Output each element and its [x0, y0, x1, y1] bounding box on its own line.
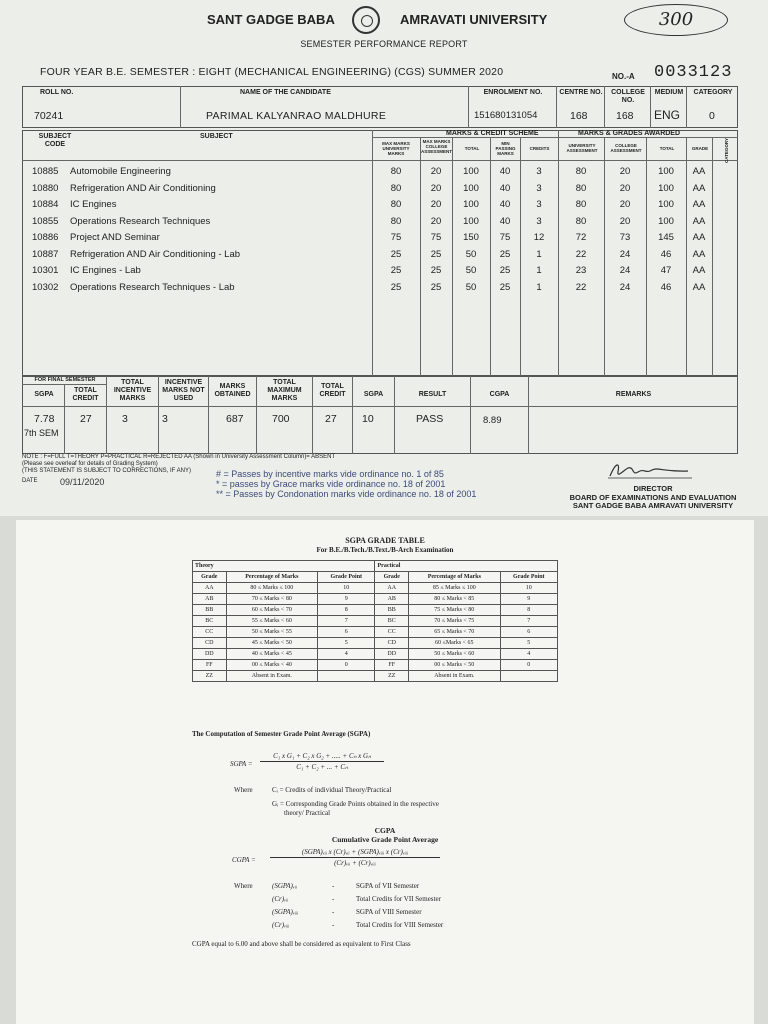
- grade-cell-tp: 45 ≤ Marks < 50: [226, 638, 318, 649]
- grade-row: [193, 605, 558, 616]
- result-value: PASS: [416, 413, 444, 425]
- subject-code: 10880: [32, 182, 59, 194]
- gi-definition-line1: Gᵢ = Corresponding Grade Points obtained in the respective: [272, 800, 439, 808]
- grade-cell-pg: BB: [375, 605, 409, 616]
- grade-cell-pp: 65 ≤ Marks < 70: [409, 627, 501, 638]
- awarded-header: MARKS & GRADES AWARDED: [578, 130, 681, 137]
- sgpa-denominator: C₁ + C₂ + ... + Cₙ: [296, 763, 348, 771]
- grade-table-page: [16, 520, 754, 1024]
- cgpa-numerator: (SGPA)ᵥᵢᵢ x (Cr)ᵥᵢᵢ + (SGPA)ᵥᵢᵢᵢ x (Cr)ᵥᵢᵢᵢ: [301, 848, 409, 856]
- subject-max-u: 25: [390, 265, 402, 276]
- subject-name: Operations Research Techniques: [70, 215, 211, 227]
- category-value: 0: [709, 110, 715, 122]
- grade-cell-tgp: 9: [318, 594, 375, 605]
- grade-cell-tg: AA: [193, 583, 227, 594]
- university-name-left: SANT GADGE BABA: [207, 12, 335, 27]
- subject-tot: 46: [660, 248, 672, 260]
- cgpa-def-dash: -: [332, 882, 335, 890]
- sgpa-label: SGPA: [363, 391, 384, 398]
- subject-total: 150: [463, 232, 479, 243]
- subject-ca: 24: [619, 265, 631, 276]
- total-maximum-value: 700: [272, 413, 290, 425]
- subject-max-u: 80: [390, 199, 402, 210]
- legend-note: NOTE : F=FULL T=THEORY P=PRACTICAL R=REJECTED AA (Shown in University Assessment Column)= ABSENT: [22, 454, 336, 460]
- subject-cr: 3: [536, 166, 542, 177]
- sgpa-value: 10: [362, 413, 374, 425]
- grade-cell-pp: 50 ≤ Marks < 60: [409, 649, 501, 660]
- subject-name: Project AND Seminar: [70, 232, 160, 243]
- subject-grade: AA: [692, 265, 706, 276]
- date-label: DATE: [22, 478, 38, 484]
- side-header: CATEGORY: [724, 137, 730, 164]
- cgpa-def-dash: -: [332, 908, 335, 916]
- subject-ua: 22: [575, 248, 587, 260]
- grade-cell-tgp: 7: [318, 616, 375, 627]
- grade-row: [193, 649, 558, 660]
- grade-cell-pg: BC: [375, 616, 409, 627]
- grade-cell-pg: AA: [375, 583, 409, 594]
- cgpa-def-dash: -: [332, 921, 335, 929]
- college-value: 168: [616, 110, 634, 122]
- subject-total: 100: [463, 182, 479, 194]
- director-signature-icon: [604, 458, 694, 482]
- overleaf-note: (Please see overleaf for details of Grading System): [22, 461, 158, 467]
- subject-min: 40: [499, 166, 511, 177]
- subject-ca: 20: [619, 182, 631, 194]
- subject-header: SUBJECT: [200, 133, 233, 140]
- name-label: NAME OF THE CANDIDATE: [240, 89, 331, 96]
- medium-value: ENG: [654, 108, 681, 122]
- grade-cell-tg: BB: [193, 605, 227, 616]
- subject-max-u: 75: [390, 232, 402, 243]
- subject-grade: AA: [692, 166, 706, 177]
- credits-header: CREDITS: [529, 146, 550, 151]
- grade-cell-tgp: 6: [318, 627, 375, 638]
- final-sgpa-label: SGPA: [34, 391, 54, 398]
- grade-cell-tg: AB: [193, 594, 227, 605]
- annotation-block: [216, 469, 476, 499]
- subject-max-u: 25: [390, 281, 402, 293]
- incentive-annotation: # = Passes by incentive marks vide ordinance no. 1 of 85: [216, 469, 444, 479]
- remarks-label: REMARKS: [615, 391, 652, 398]
- subject-code: 10885: [32, 166, 59, 177]
- grade-cell-tp: 70 ≤ Marks < 80: [226, 594, 318, 605]
- subject-name: IC Engines: [70, 199, 117, 210]
- subject-total: 100: [463, 199, 479, 210]
- cgpa-def-symbol: (Cr)ᵥᵢᵢᵢ: [272, 921, 290, 929]
- subject-cr: 1: [536, 281, 542, 293]
- grade-cell-tg: CC: [193, 627, 227, 638]
- grade-cell-pgp: [500, 671, 557, 682]
- subject-max-c: 75: [430, 232, 442, 243]
- subject-name: Refrigeration AND Air Conditioning - Lab: [70, 248, 241, 260]
- grade-row: [193, 583, 558, 594]
- subject-name: Automobile Engineering: [70, 166, 171, 177]
- subject-min: 40: [499, 199, 511, 210]
- grade-row: [193, 660, 558, 671]
- cgpa-formula: [270, 848, 440, 867]
- subject-min: 25: [499, 248, 511, 260]
- grade-cell-pp: Absent in Exam.: [409, 671, 501, 682]
- subject-total: 50: [465, 248, 477, 260]
- director-block: [558, 485, 748, 511]
- subject-tot: 46: [660, 281, 672, 293]
- board-name: BOARD OF EXAMINATIONS AND EVALUATION: [569, 492, 737, 502]
- grade-cell-pg: CC: [375, 627, 409, 638]
- subject-max-c: 20: [430, 199, 442, 210]
- subject-cr: 12: [533, 232, 545, 243]
- grade-cell-pp: 75 ≤ Marks < 80: [409, 605, 501, 616]
- grade-row: [193, 671, 558, 682]
- where-label-1: Where: [234, 786, 253, 794]
- subject-max-c: 20: [430, 166, 442, 177]
- cgpa-label: CGPA: [489, 391, 510, 398]
- grade-cell-pg: FF: [375, 660, 409, 671]
- subject-ua: 80: [575, 215, 587, 227]
- result-label: RESULT: [418, 391, 447, 398]
- subject-code: 10886: [32, 232, 59, 243]
- subject-code-header: SUBJECT CODE: [38, 133, 72, 148]
- subject-tot: 145: [658, 232, 674, 243]
- grade-cell-pp: 00 ≤ Marks < 50: [409, 660, 501, 671]
- subject-ua: 72: [575, 232, 587, 243]
- grade-cell-tgp: 5: [318, 638, 375, 649]
- subject-ua: 22: [575, 281, 587, 293]
- roll-no-value: 70241: [34, 110, 64, 122]
- subject-cr: 3: [536, 199, 542, 210]
- report-title: SEMESTER PERFORMANCE REPORT: [300, 39, 468, 49]
- condonation-annotation: ** = Passes by Condonation marks vide ordinance no. 18 of 2001: [216, 489, 477, 499]
- subject-ca: 20: [619, 166, 631, 177]
- scheme-header: MARKS & CREDIT SCHEME: [446, 130, 539, 137]
- date-value: 09/11/2020: [60, 477, 105, 487]
- subject-code: 10884: [32, 199, 59, 210]
- final-credit-value: 27: [80, 413, 92, 425]
- university-name-right: AMRAVATI UNIVERSITY: [400, 12, 548, 27]
- subject-tot: 100: [658, 215, 674, 227]
- cgpa-def-symbol: (SGPA)ᵥᵢᵢ: [272, 882, 298, 890]
- cgpa-value: 8.89: [483, 415, 502, 426]
- subject-name: Operations Research Techniques - Lab: [70, 281, 235, 293]
- grade-cell-tg: DD: [193, 649, 227, 660]
- subject-min: 25: [499, 265, 511, 276]
- subject-max-c: 20: [430, 215, 442, 227]
- enrolment-value: 151680131054: [474, 110, 538, 121]
- grade-cell-pgp: 6: [500, 627, 557, 638]
- subject-name: Refrigeration AND Air Conditioning: [70, 182, 216, 194]
- practical-pct-header: Percentage of Marks: [409, 572, 501, 583]
- subject-cr: 1: [536, 248, 542, 260]
- grade-cell-pgp: 8: [500, 605, 557, 616]
- subject-max-u: 80: [390, 182, 402, 194]
- college-label: COLLEGE NO.: [611, 89, 645, 104]
- grade-cell-pgp: 10: [500, 583, 557, 594]
- grade-cell-tgp: [318, 671, 375, 682]
- theory-header: Theory: [193, 561, 375, 572]
- cgpa-formula-lhs: CGPA =: [232, 856, 256, 864]
- sgpa-formula-lhs: SGPA =: [230, 760, 253, 768]
- subject-name: IC Engines - Lab: [70, 265, 141, 276]
- subject-ua: 80: [575, 199, 587, 210]
- subject-code: 10855: [32, 215, 59, 227]
- final-semester-label: FOR FINAL SEMESTER: [34, 377, 96, 383]
- subject-max-c: 25: [430, 265, 442, 276]
- grade-cell-pg: DD: [375, 649, 409, 660]
- where-label-2: Where: [234, 882, 253, 890]
- theory-gp-header: Grade Point: [318, 572, 375, 583]
- grade-cell-tp: 40 ≤ Marks < 45: [226, 649, 318, 660]
- grade-cell-tgp: 10: [318, 583, 375, 594]
- subject-tot: 100: [658, 182, 674, 194]
- grade-cell-tgp: 4: [318, 649, 375, 660]
- subject-max-u: 80: [390, 215, 402, 227]
- grade-row: [193, 627, 558, 638]
- max-univ-header: MAX MARKS UNIVERSITY MARKS: [382, 141, 410, 156]
- grade-cell-pp: 80 ≤ Marks < 85: [409, 594, 501, 605]
- director-title: DIRECTOR: [633, 484, 673, 493]
- total-awarded-header: TOTAL: [659, 146, 675, 151]
- grade-row: [193, 638, 558, 649]
- semester-label: 7th SEM: [24, 428, 59, 438]
- subject-min: 40: [499, 215, 511, 227]
- grade-cell-tg: FF: [193, 660, 227, 671]
- grade-cell-pp: 85 ≤ Marks ≤ 100: [409, 583, 501, 594]
- college-assessment-header: COLLEGE ASSESSMENT: [610, 143, 642, 153]
- marks-obtained-value: 687: [226, 413, 244, 425]
- serial-label: NO.-A: [612, 72, 635, 81]
- subject-cr: 3: [536, 215, 542, 227]
- grade-cell-pp: 60 ≤Marks < 65: [409, 638, 501, 649]
- final-sgpa-value: 7.78: [34, 413, 55, 425]
- ci-definition: Cᵢ = Credits of individual Theory/Practical: [272, 786, 392, 794]
- subject-grade: AA: [692, 232, 706, 243]
- medium-label: MEDIUM: [654, 89, 684, 96]
- cgpa-def-dash: -: [332, 895, 335, 903]
- cgpa-def-description: SGPA of VII Semester: [356, 882, 420, 890]
- subject-total: 100: [463, 215, 479, 227]
- cgpa-subtitle: Cumulative Grade Point Average: [331, 835, 439, 844]
- subject-max-c: 25: [430, 281, 442, 293]
- university-footer: SANT GADGE BABA AMRAVATI UNIVERSITY: [572, 501, 734, 510]
- subject-min: 25: [499, 281, 511, 293]
- grade-header: GRADE: [691, 146, 709, 151]
- grade-cell-tp: 80 ≤ Marks ≤ 100: [226, 583, 318, 594]
- practical-gp-header: Grade Point: [500, 572, 557, 583]
- total-incentive-label: TOTAL INCENTIVE MARKS: [113, 379, 152, 402]
- sgpa-computation-title: The Computation of Semester Grade Point Average (SGPA): [192, 730, 371, 738]
- total-maximum-label: TOTAL MAXIMUM MARKS: [267, 379, 302, 402]
- subject-ca: 20: [619, 199, 631, 210]
- grade-table-subtitle: For B.E./B.Tech./B.Text./B-Arch Examination: [316, 546, 454, 554]
- total-credit-value: 27: [325, 413, 337, 425]
- subject-max-u: 25: [390, 248, 402, 260]
- grade-table: [192, 560, 558, 682]
- cgpa-footer: CGPA equal to 6.00 and above shall be considered as equivalent to First Class: [192, 940, 411, 948]
- serial-number: 0033123: [654, 63, 733, 82]
- univ-assessment-header: UNIVERSITY ASSESSMENT: [566, 143, 598, 153]
- subject-tot: 47: [660, 265, 672, 276]
- statement-note: (THIS STATEMENT IS SUBJECT TO CORRECTIONS, IF ANY): [22, 468, 192, 474]
- candidate-name: PARIMAL KALYANRAO MALDHURE: [206, 110, 387, 122]
- subject-tot: 100: [658, 166, 674, 177]
- cgpa-title: CGPA: [374, 826, 396, 835]
- subject-ca: 73: [619, 232, 631, 243]
- subject-total: 50: [465, 265, 477, 276]
- subject-grade: AA: [692, 182, 706, 194]
- subject-total: 50: [465, 281, 477, 293]
- grade-row: [193, 616, 558, 627]
- roll-no-label: ROLL NO.: [40, 89, 74, 96]
- grade-cell-tg: BC: [193, 616, 227, 627]
- subject-cr: 3: [536, 182, 542, 194]
- grade-cell-tg: ZZ: [193, 671, 227, 682]
- cgpa-def-description: Total Credits for VII Semester: [356, 895, 441, 903]
- grade-cell-tp: 60 ≤ Marks < 70: [226, 605, 318, 616]
- grade-cell-pgp: 5: [500, 638, 557, 649]
- marks-obtained-label: MARKS OBTAINED: [214, 383, 251, 398]
- practical-header: Practical: [375, 561, 558, 572]
- cgpa-denominator: (Cr)ᵥᵢᵢ + (Cr)ᵥᵢᵢᵢ: [334, 859, 376, 867]
- subject-ua: 80: [575, 182, 587, 194]
- incentive-not-used-label: INCENTIVE MARKS NOT USED: [162, 379, 205, 402]
- sgpa-numerator: C₁ x G₁ + C₂ x G₂ + ..... + Cₙ x Gₙ: [273, 752, 371, 760]
- subject-ca: 20: [619, 215, 631, 227]
- grade-cell-pgp: 7: [500, 616, 557, 627]
- gi-definition-line2: theory/ Practical: [284, 809, 331, 817]
- final-credit-label: TOTAL CREDIT: [72, 387, 99, 402]
- subject-code: 10301: [32, 265, 59, 276]
- subject-ua: 23: [575, 265, 587, 276]
- sgpa-formula: [260, 752, 384, 771]
- subject-tot: 100: [658, 199, 674, 210]
- theory-pct-header: Percentage of Marks: [226, 572, 318, 583]
- grade-table-title: SGPA GRADE TABLE: [345, 536, 425, 545]
- subject-code: 10302: [32, 281, 59, 293]
- theory-grade-header: Grade: [193, 572, 227, 583]
- grade-cell-pg: CD: [375, 638, 409, 649]
- subject-min: 75: [499, 232, 511, 243]
- subject-ca: 24: [619, 248, 631, 260]
- category-label: CATEGORY: [693, 89, 733, 96]
- total-credit-label: TOTAL CREDIT: [319, 383, 346, 398]
- handwritten-number: 300: [624, 4, 728, 36]
- grade-cell-pgp: 9: [500, 594, 557, 605]
- grade-row: [193, 594, 558, 605]
- subject-code: 10887: [32, 248, 59, 260]
- cgpa-def-symbol: (SGPA)ᵥᵢᵢᵢ: [272, 908, 299, 916]
- grade-cell-pgp: 0: [500, 660, 557, 671]
- practical-grade-header: Grade: [375, 572, 409, 583]
- min-passing-header: MIN PASSING MARKS: [495, 141, 516, 156]
- grace-annotation: * = passes by Grace marks vide ordinance no. 18 of 2001: [216, 479, 446, 489]
- grade-cell-pp: 70 ≤ Marks < 75: [409, 616, 501, 627]
- subject-total: 100: [463, 166, 479, 177]
- grade-cell-tp: 50 ≤ Marks < 55: [226, 627, 318, 638]
- cgpa-def-description: Total Credits for VIII Semester: [356, 921, 444, 929]
- subject-grade: AA: [692, 215, 706, 227]
- max-college-header: MAX MARKS COLLEGE ASSESSMENT: [421, 139, 453, 154]
- grade-cell-pgp: 4: [500, 649, 557, 660]
- subject-grade: AA: [692, 248, 706, 260]
- subject-max-c: 20: [430, 182, 442, 194]
- total-incentive-value: 3: [122, 413, 128, 425]
- course-title: FOUR YEAR B.E. SEMESTER : EIGHT (MECHANICAL ENGINEERING) (CGS) SUMMER 2020: [40, 66, 504, 78]
- subject-grade: AA: [692, 281, 706, 293]
- grade-cell-pg: AB: [375, 594, 409, 605]
- cgpa-def-description: SGPA of VIII Semester: [356, 908, 422, 916]
- centre-value: 168: [570, 110, 588, 122]
- incentive-not-used-value: 3: [162, 413, 168, 425]
- grade-cell-tg: CD: [193, 638, 227, 649]
- grade-cell-tgp: 0: [318, 660, 375, 671]
- grade-cell-tp: Absent in Exam.: [226, 671, 318, 682]
- enrolment-label: ENROLMENT NO.: [483, 89, 543, 96]
- centre-label: CENTRE NO.: [559, 89, 603, 96]
- university-seal-icon: [352, 6, 380, 34]
- grade-cell-tp: 00 ≤ Marks < 40: [226, 660, 318, 671]
- subject-ua: 80: [575, 166, 587, 177]
- grade-cell-pg: ZZ: [375, 671, 409, 682]
- grade-cell-tp: 55 ≤ Marks < 60: [226, 616, 318, 627]
- subject-min: 40: [499, 182, 511, 194]
- cgpa-def-symbol: (Cr)ᵥᵢᵢ: [272, 895, 289, 903]
- subject-ca: 24: [619, 281, 631, 293]
- subject-grade: AA: [692, 199, 706, 210]
- total-header: TOTAL: [464, 146, 480, 151]
- subject-cr: 1: [536, 265, 542, 276]
- subject-max-c: 25: [430, 248, 442, 260]
- subject-max-u: 80: [390, 166, 402, 177]
- grade-cell-tgp: 8: [318, 605, 375, 616]
